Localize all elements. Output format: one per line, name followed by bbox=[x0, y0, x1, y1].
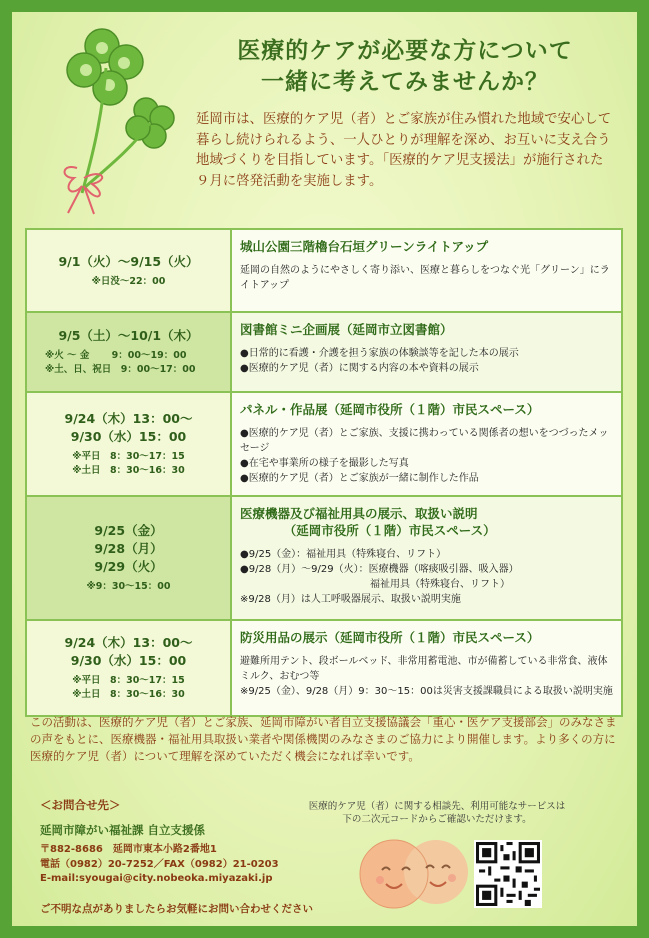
event-info-cell bbox=[231, 496, 622, 620]
event-detail: 延岡の自然のようにやさしく寄り添い、医療と暮らしをつなぐ光「グリーン」にライトアップ bbox=[240, 265, 610, 291]
event-date: 9/24（木）13：00～ 9/30（水）15：00 bbox=[64, 411, 193, 444]
event-hours: ※火 ～ 金 9：00～19：00 ※土、日、祝日 9：00～17：00 bbox=[45, 350, 196, 375]
contact-address: 〒882-8686 延岡市東本小路2番地1 bbox=[40, 844, 217, 855]
contact-email[interactable]: E-mail:syougai@city.nobeoka.miyazaki.jp bbox=[40, 873, 273, 884]
event-info-cell bbox=[231, 392, 622, 496]
title-line1: 医療的ケアが必要な方について bbox=[237, 38, 573, 64]
event-hours: ※9：30～15：00 bbox=[86, 581, 171, 592]
event-detail: ●在宅や事業所の様子を撮影した写真 bbox=[240, 458, 409, 469]
event-detail: ※9/28（月）は人工呼吸器展示、取扱い説明実施 bbox=[240, 594, 461, 605]
qr-note: 医療的ケア児（者）に関する相談先、利用可能なサービスは 下の二次元コードからご確認いただけます。 bbox=[308, 801, 566, 825]
event-row bbox=[26, 392, 622, 496]
event-date: 9/25（金） 9/28（月） 9/29（火） bbox=[94, 523, 163, 574]
event-date-cell bbox=[26, 496, 231, 620]
event-title: 医療機器及び福祉用具の展示、取扱い説明 （延岡市役所（１階）市民スペース） bbox=[240, 506, 496, 538]
event-detail: ※9/25（金）、9/28（月）9：30～15：00は災害支援課職員による取扱い説明実施 bbox=[240, 686, 613, 697]
event-date-cell bbox=[26, 620, 231, 716]
event-row bbox=[26, 229, 622, 312]
title-line2: 一緒に考えてみませんか？ bbox=[261, 69, 549, 95]
event-detail: 避難所用テント、段ボールベッド、非常用蓄電池、市が備蓄している非常食、液体ミルク、おむつ等 bbox=[240, 656, 608, 682]
event-title: パネル・作品展（延岡市役所（１階）市民スペース） bbox=[240, 402, 540, 417]
event-date-cell bbox=[26, 229, 231, 312]
event-detail: ●医療的ケア児（者）に関する内容の本や資料の展示 bbox=[240, 363, 479, 374]
intro-text: 延岡市は、医療的ケア児（者）とご家族が住み慣れた地域で安心して暮らし続けられるよう、一人ひとりが理解を深め、お互いに支え合う地域づくりを目指しています。「医療的ケア児支援法」が施行された９月に啓発活動を実施します。 bbox=[196, 112, 612, 189]
event-title: 防災用品の展示（延岡市役所（１階）市民スペース） bbox=[240, 630, 540, 645]
contact-department: 延岡市障がい福祉課 自立支援係 bbox=[40, 823, 206, 837]
event-detail: ●医療的ケア児（者）とご家族、支援に携わっている関係者の想いをつづったメッセージ bbox=[240, 428, 609, 454]
contact-details bbox=[40, 843, 279, 887]
event-hours: ※日没～22：00 bbox=[91, 275, 166, 287]
page-title bbox=[190, 36, 620, 98]
footer-text: この活動は、医療的ケア児（者）とご家族、延岡市障がい者自立支援協議会「重心・医ケア支援部会」のみなさまの声をもとに、医療機器・福祉用具取扱い業者や関係機関のみなさまのご協力により開催します。より多くの方に医療的ケア児（者）について理解を深めていただく機会になれば幸いです。 bbox=[30, 715, 617, 763]
event-date: 9/24（木）13：00～ 9/30（水）15：00 bbox=[64, 635, 193, 668]
event-info-cell bbox=[231, 620, 622, 716]
qr-code-icon bbox=[476, 842, 540, 906]
event-date-cell bbox=[26, 312, 231, 392]
event-info-cell bbox=[231, 312, 622, 392]
qr-code[interactable] bbox=[474, 840, 542, 908]
event-detail: ●日常的に看護・介護を担う家族の体験談等を記した本の展示 bbox=[240, 348, 519, 359]
events-table bbox=[25, 228, 623, 717]
event-detail: ●医療的ケア児（者）とご家族が一緒に制作した作品 bbox=[240, 473, 479, 484]
contact-label: ＜お問合せ先＞ bbox=[40, 798, 121, 812]
smiling-faces-illustration bbox=[352, 828, 472, 912]
event-row bbox=[26, 620, 622, 716]
contact-note: ご不明な点がありましたらお気軽にお問い合わせください bbox=[40, 903, 313, 915]
event-row bbox=[26, 496, 622, 620]
event-hours: ※平日 8：30～17：15 ※土日 8：30～16：30 bbox=[72, 451, 185, 476]
clover-illustration bbox=[22, 18, 182, 218]
event-hours: ※平日 8：30～17：15 ※土日 8：30～16：30 bbox=[72, 675, 185, 700]
event-date-cell bbox=[26, 392, 231, 496]
event-date: 9/1（火）～9/15（火） bbox=[58, 253, 199, 269]
event-detail: ●9/28（月）～9/29（火）：医療機器（喀痰吸引器、吸入器） 福祉用具（特殊寝台、リフト） bbox=[240, 564, 519, 590]
contact-phone: 電話（0982）20-7252／FAX（0982）21-0203 bbox=[40, 858, 279, 870]
event-info-cell bbox=[231, 229, 622, 312]
event-title: 図書館ミニ企画展（延岡市立図書館） bbox=[240, 322, 453, 337]
event-title: 城山公園三階櫓台石垣グリーンライトアップ bbox=[240, 239, 489, 254]
event-detail: ●9/25（金）：福祉用具（特殊寝台、リフト） bbox=[240, 549, 447, 560]
event-date: 9/5（土）～10/1（木） bbox=[58, 328, 199, 343]
event-row bbox=[26, 312, 622, 392]
